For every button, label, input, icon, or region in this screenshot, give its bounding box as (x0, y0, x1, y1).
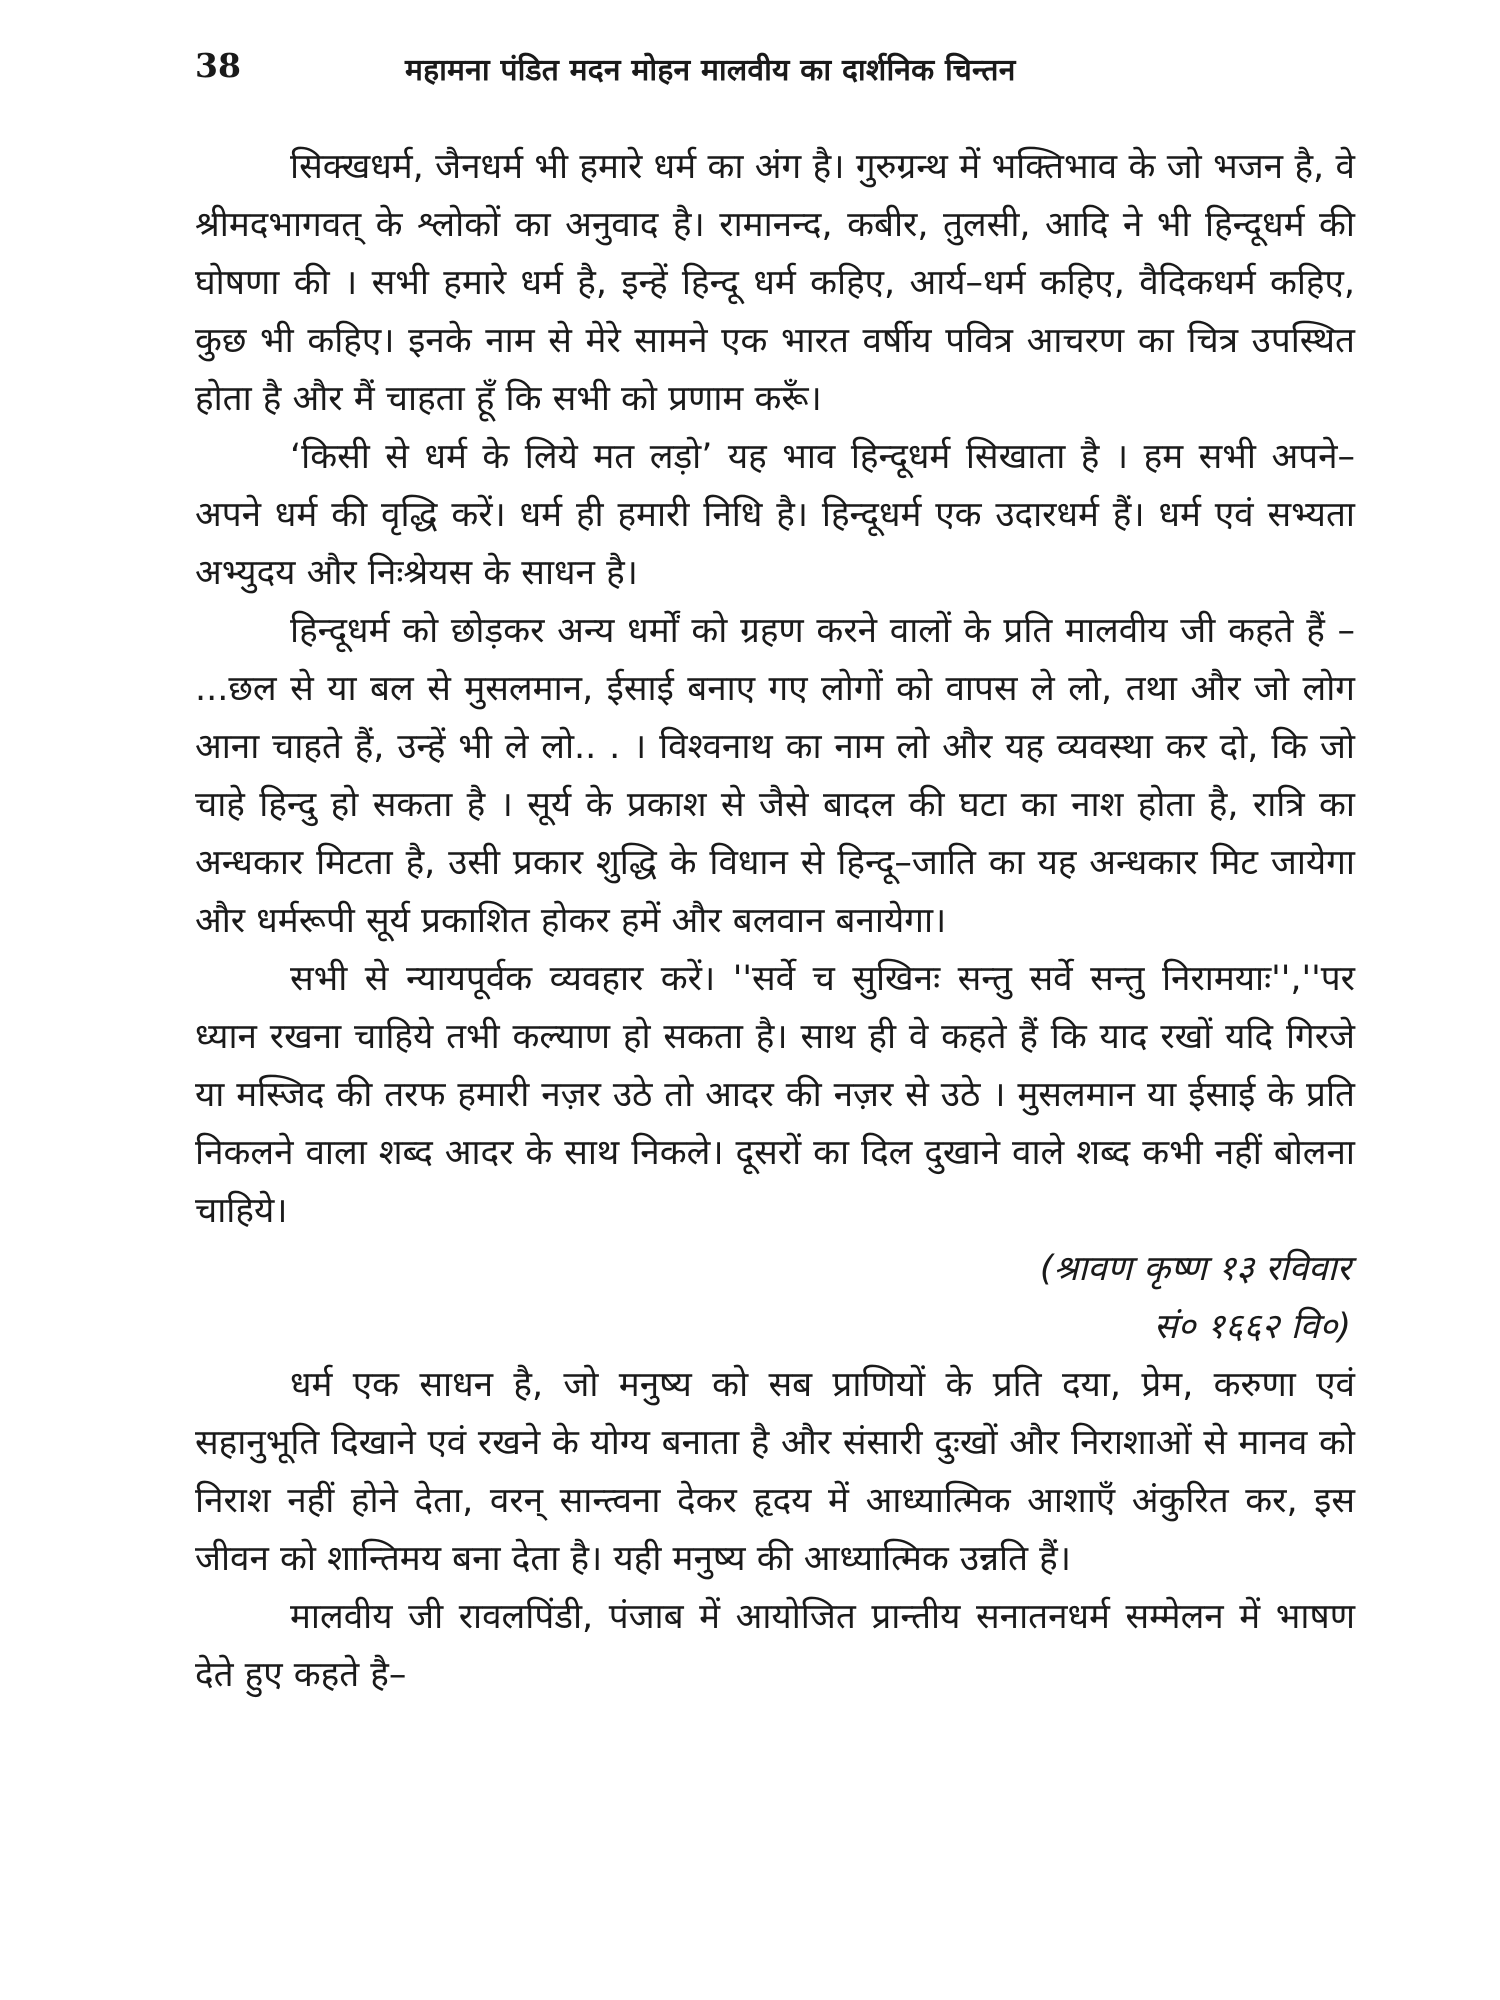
page-header (195, 46, 1350, 96)
date-signature (195, 1240, 1355, 1356)
paragraph-justice-to-all: सभी से न्यायपूर्वक व्यवहार करें। ''सर्वे च सुखिनः सन्तु सर्वे सन्तु निरामयाः'',''पर ध्यान रखना चाहिये तभी कल्याण हो सकता है। साथ ही वे कहते हैं कि याद रखों यदि गिरजे या मस्जिद की तरफ हमारी नज़र उठे तो आदर की नज़र से उठे । मुसलमान या ईसाई के प्रति निकलने वाला शब्द आदर के साथ निकले। दूसरों का दिल दुखाने वाले शब्द कभी नहीं बोलना चाहिये। (195, 959, 1355, 1231)
page-number: 38 (195, 46, 241, 85)
body-text (195, 138, 1355, 1704)
date-signature-line-2: सं० १६६२ वि०) (1153, 1307, 1351, 1347)
paragraph-sikh-jain-dharma: सिक्खधर्म, जैनधर्म भी हमारे धर्म का अंग है। गुरुग्रन्थ में भक्तिभाव के जो भजन है, वे श्रीमदभागवत् के श्लोकों का अनुवाद है। रामानन्द, कबीर, तुलसी, आदि ने भी हिन्दूधर्म की घोषणा की । सभी हमारे धर्म है, इन्हें हिन्दू धर्म कहिए, आर्य–धर्म कहिए, वैदिकधर्म कहिए, कुछ भी कहिए। इनके नाम से मेरे सामने एक भारत वर्षीय पवित्र आचरण का चित्र उपस्थित होता है और मैं चाहता हूँ कि सभी को प्रणाम करूँ। (195, 147, 1355, 419)
paragraph-do-not-fight: ‘किसी से धर्म के लिये मत लड़ो’ यह भाव हिन्दूधर्म सिखाता है । हम सभी अपने–अपने धर्म की वृद्धि करें। धर्म ही हमारी निधि है। हिन्दूधर्म एक उदारधर्म हैं। धर्म एवं सभ्यता अभ्युदय और निःश्रेयस के साधन है। (195, 437, 1355, 593)
running-title: महामना पंडित मदन मोहन मालवीय का दार्शनिक चिन्तन (405, 53, 1016, 88)
paragraph-reconversion: हिन्दूधर्म को छोड़कर अन्य धर्मों को ग्रहण करने वालों के प्रति मालवीय जी कहते हैं – ...छल से या बल से मुसलमान, ईसाई बनाए गए लोगों को वापस ले लो, तथा और जो लोग आना चाहते हैं, उन्हें भी ले लो.. . । विश्वनाथ का नाम लो और यह व्यवस्था कर दो, कि जो चाहे हिन्दु हो सकता है । सूर्य के प्रकाश से जैसे बादल की घटा का नाश होता है, रात्रि का अन्धकार मिटता है, उसी प्रकार शुद्धि के विधान से हिन्दू–जाति का यह अन्धकार मिट जायेगा और धर्मरूपी सूर्य प्रकाशित होकर हमें और बलवान बनायेगा। (195, 611, 1355, 941)
date-signature-line-1: (श्रावण कृष्ण १३ रविवार (1039, 1249, 1351, 1289)
paragraph-dharma-as-means: धर्म एक साधन है, जो मनुष्य को सब प्राणियों के प्रति दया, प्रेम, करुणा एवं सहानुभूति दिखाने एवं रखने के योग्य बनाता है और संसारी दुःखों और निराशाओं से मानव को निराश नहीं होने देता, वरन् सान्त्वना देकर हृदय में आध्यात्मिक आशाएँ अंकुरित कर, इस जीवन को शान्तिमय बना देता है। यही मनुष्य की आध्यात्मिक उन्नति हैं। (195, 1365, 1355, 1579)
paragraph-rawalpindi-speech: मालवीय जी रावलपिंडी, पंजाब में आयोजित प्रान्तीय सनातनधर्म सम्मेलन में भाषण देते हुए कहते है– (195, 1597, 1355, 1695)
